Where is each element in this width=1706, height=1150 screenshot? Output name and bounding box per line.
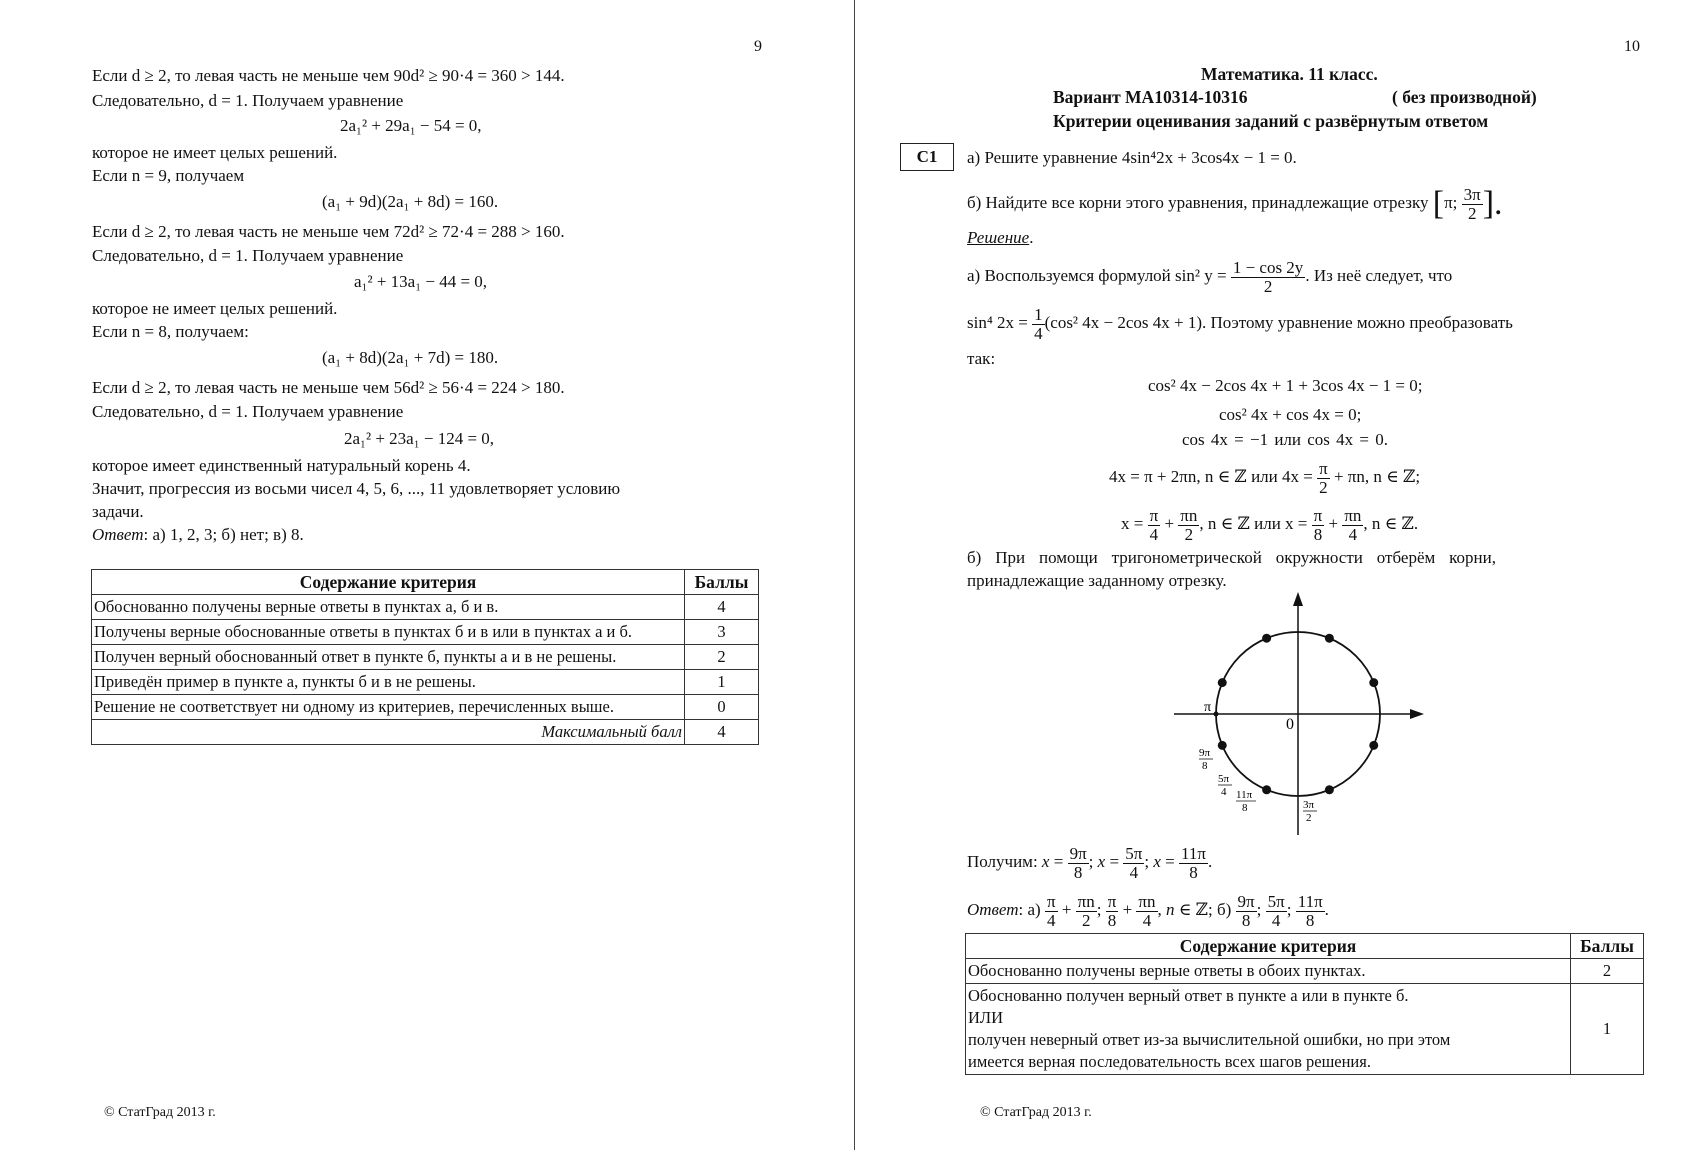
fraction: $\frac{\pi}{4}$ <box>1046 891 1056 930</box>
label-3pi-den: 2 <box>1306 812 1312 824</box>
equation: cos 4x = −1 или cos 4x = 0. <box>1182 430 1389 449</box>
text-line: которое не имеет целых решений. <box>92 299 338 318</box>
equation: cos² 4x − 2cos 4x + 1 + 3cos 4x − 1 = 0; <box>1148 376 1423 395</box>
text-line: Следовательно, d = 1. Получаем уравнение <box>92 402 404 421</box>
criterion-points: 4 <box>685 595 759 620</box>
task-label: С1 <box>900 143 954 171</box>
circle-point <box>1218 741 1227 750</box>
label-11pi-num: 11π <box>1236 789 1253 801</box>
text-line: задачи. <box>92 502 144 521</box>
circle-point-pi <box>1214 712 1219 717</box>
criterion-text: Обоснованно получены верные ответы в пунктах а, б и в. <box>92 595 685 620</box>
criterion-points: 2 <box>1571 959 1644 984</box>
criterion-text: Решение не соответствует ни одному из критериев, перечисленных выше. <box>92 695 685 720</box>
solution-label: Решение. <box>967 228 1034 247</box>
trig-circle-diagram <box>1174 590 1434 840</box>
bracket-right: ]. <box>1482 185 1503 223</box>
fraction: $\frac{5\pi}{4}$ <box>1267 891 1285 930</box>
table-row <box>92 645 759 670</box>
result-line: Получим: x = $\frac{9\pi}{8}$ ; x = $\frac{5\pi}{4}$ ; x = $\frac{11\pi}{8}$ . <box>967 843 1213 882</box>
label-9pi-num: 9π <box>1199 747 1211 759</box>
solution-a-line2: sin⁴ 2x = $\frac{1}{4}$ (cos² 4x − 2cos 4x + 1). Поэтому уравнение можно преобразовать <box>967 304 1513 343</box>
fraction: $\frac{\pi}{4}$ <box>1149 505 1159 544</box>
equation: 2a₁² + 23a₁ − 124 = 0, <box>344 429 495 448</box>
criterion-points: 1 <box>1571 984 1644 1075</box>
table-header: Баллы <box>1571 934 1644 959</box>
table-row <box>92 720 759 745</box>
task-b-text: б) Найдите все корни этого уравнения, принадлежащие отрезку <box>967 193 1429 212</box>
fraction: $\frac{\pi}{8}$ <box>1313 505 1323 544</box>
page-divider <box>854 0 855 1150</box>
fraction: $\frac{1}{4}$ <box>1034 304 1043 343</box>
solution-a-line3: так: <box>967 349 996 368</box>
criterion-text: Приведён пример в пункте а, пункты б и в не решены. <box>92 670 685 695</box>
equation: 2a₁² + 29a₁ − 54 = 0, <box>340 116 482 135</box>
criterion-text: Обоснованно получены верные ответы в обоих пунктах. <box>966 959 1571 984</box>
fraction: $\frac{\pi n}{2}$ <box>1077 891 1095 930</box>
solution-a-line1: а) Воспользуемся формулой sin² y = $\frac{1 - \cos 2y}{2}$ . Из неё следует, что <box>967 257 1453 296</box>
copyright: © СтатГрад 2013 г. <box>980 1105 1092 1120</box>
page-number: 9 <box>754 38 762 55</box>
label-5pi-den: 4 <box>1221 786 1227 798</box>
table-row <box>92 695 759 720</box>
table-header: Содержание критерия <box>966 934 1571 959</box>
interval-end: $\frac{3\pi}{2}$ <box>1463 184 1481 223</box>
table-row <box>92 595 759 620</box>
fraction: $\frac{\pi}{8}$ <box>1107 891 1117 930</box>
criterion-points: 0 <box>685 695 759 720</box>
fraction: $\frac{9\pi}{8}$ <box>1237 891 1255 930</box>
fraction: $\frac{5\pi}{4}$ <box>1125 843 1143 882</box>
label-9pi-den: 8 <box>1202 760 1208 772</box>
header-variant: Вариант МА10314-10316 <box>1053 87 1248 107</box>
fraction: $\frac{1 - \cos 2y}{2}$ <box>1232 257 1304 296</box>
circle-point <box>1262 634 1271 643</box>
label-11pi-den: 8 <box>1242 802 1248 814</box>
table-row <box>966 984 1644 1075</box>
criterion-text: Получен верный обоснованный ответ в пункте б, пункты а и в не решены. <box>92 645 685 670</box>
text-line: Если d ≥ 2, то левая часть не меньше чем 90d² ≥ 90·4 = 360 > 144. <box>92 66 565 85</box>
text-line: Следовательно, d = 1. Получаем уравнение <box>92 91 404 110</box>
solution-b-line1: б) При помощи тригонометрической окружности отберём корни, <box>967 548 1496 567</box>
label-pi: π <box>1204 700 1212 715</box>
y-axis-arrow <box>1293 592 1303 606</box>
answer-text: : а) 1, 2, 3; б) нет; в) 8. <box>143 525 304 544</box>
fraction: $\frac{9\pi}{8}$ <box>1069 843 1087 882</box>
circle-point <box>1369 678 1378 687</box>
criterion-points: 1 <box>685 670 759 695</box>
text-line: Если n = 9, получаем <box>92 166 245 185</box>
criteria-table <box>91 569 759 745</box>
text-line: Следовательно, d = 1. Получаем уравнение <box>92 246 404 265</box>
header-note: ( без производной) <box>1392 87 1537 107</box>
criteria-table <box>965 933 1644 1075</box>
fraction: $\frac{\pi}{2}$ <box>1319 458 1328 497</box>
label-3pi-num: 3π <box>1303 799 1315 811</box>
circle-point <box>1262 785 1271 794</box>
text-line: Значит, прогрессия из восьми чисел 4, 5, 6, ..., 11 удовлетворяет условию <box>92 479 621 498</box>
page-number: 10 <box>1624 38 1640 55</box>
fraction: $\frac{\pi n}{4}$ <box>1138 891 1156 930</box>
equation: (a₁ + 9d)(2a₁ + 8d) = 160. <box>322 192 499 211</box>
text-line: Если n = 8, получаем: <box>92 322 249 341</box>
text-line: которое имеет единственный натуральный корень 4. <box>92 456 471 475</box>
table-row <box>92 670 759 695</box>
max-score-label: Максимальный балл <box>92 720 685 745</box>
table-header: Содержание критерия <box>92 570 685 595</box>
circle-point <box>1369 741 1378 750</box>
bracket-left: [ <box>1432 185 1445 223</box>
criterion-text: Получены верные обоснованные ответы в пунктах б и в или в пунктах а и б. <box>92 620 685 645</box>
header-title: Математика. 11 класс. <box>1201 64 1378 84</box>
task-a: а) Решите уравнение 4sin⁴2x + 3cos4x − 1 = 0. <box>967 148 1297 167</box>
answer-line: Ответ: а) $\frac{\pi}{4}$ + $\frac{\pi n}{2}$ ; $\frac{\pi}{8}$ + $\frac{\pi n}{4}$ , n ∈ ℤ; б) $\frac{9\pi}{8}$ ; $\frac{5\pi}{4}$ ; $\frac{11\pi}{8}$ . <box>967 891 1329 930</box>
solution-b-line2: принадлежащие заданному отрезку. <box>967 571 1227 590</box>
fraction: $\frac{\pi n}{4}$ <box>1344 505 1362 544</box>
header-criteria: Критерии оценивания заданий с развёрнутым ответом <box>1053 111 1489 131</box>
table-header: Баллы <box>685 570 759 595</box>
answer-line <box>92 525 304 545</box>
interval-start: π; <box>1444 193 1458 212</box>
label-zero: 0 <box>1286 716 1294 733</box>
equation: cos² 4x + cos 4x = 0; <box>1219 405 1362 424</box>
equation: a₁² + 13a₁ − 44 = 0, <box>354 272 488 291</box>
right-page <box>856 0 1706 1150</box>
text-line: Если d ≥ 2, то левая часть не меньше чем 72d² ≥ 72·4 = 288 > 160. <box>92 222 565 241</box>
table-row <box>92 620 759 645</box>
criterion-points: 3 <box>685 620 759 645</box>
equation: (a₁ + 8d)(2a₁ + 7d) = 180. <box>322 348 499 367</box>
circle-point <box>1325 785 1334 794</box>
max-score-value: 4 <box>685 720 759 745</box>
table-row <box>966 959 1644 984</box>
criterion-points: 2 <box>685 645 759 670</box>
fraction: $\frac{11\pi}{8}$ <box>1297 891 1323 930</box>
equation: 4x = π + 2πn, n ∈ ℤ или 4x = $\frac{\pi}{2}$ + πn, n ∈ ℤ; <box>1109 458 1421 497</box>
circle-point <box>1218 678 1227 687</box>
answer-label: Ответ <box>92 525 144 544</box>
circle-point <box>1325 634 1334 643</box>
equation: x = $\frac{\pi}{4}$ + $\frac{\pi n}{2}$ , n ∈ ℤ или x = $\frac{\pi}{8}$ + $\frac{\pi n}{4}$ , n ∈ ℤ. <box>1121 505 1419 544</box>
fraction: $\frac{\pi n}{2}$ <box>1180 505 1198 544</box>
text-line: которое не имеет целых решений. <box>92 143 338 162</box>
criterion-text: Обоснованно получен верный ответ в пункте а или в пункте б. ИЛИ получен неверный ответ из-за вычислительной ошибки, но при этом имеется верная последовательность всех шагов решения. <box>966 984 1571 1075</box>
x-axis-arrow <box>1410 709 1424 719</box>
task-b <box>967 183 1503 229</box>
label-5pi-num: 5π <box>1218 773 1230 785</box>
copyright: © СтатГрад 2013 г. <box>104 1105 216 1120</box>
text-line: Если d ≥ 2, то левая часть не меньше чем 56d² ≥ 56·4 = 224 > 180. <box>92 378 565 397</box>
fraction: $\frac{11\pi}{8}$ <box>1181 843 1206 882</box>
